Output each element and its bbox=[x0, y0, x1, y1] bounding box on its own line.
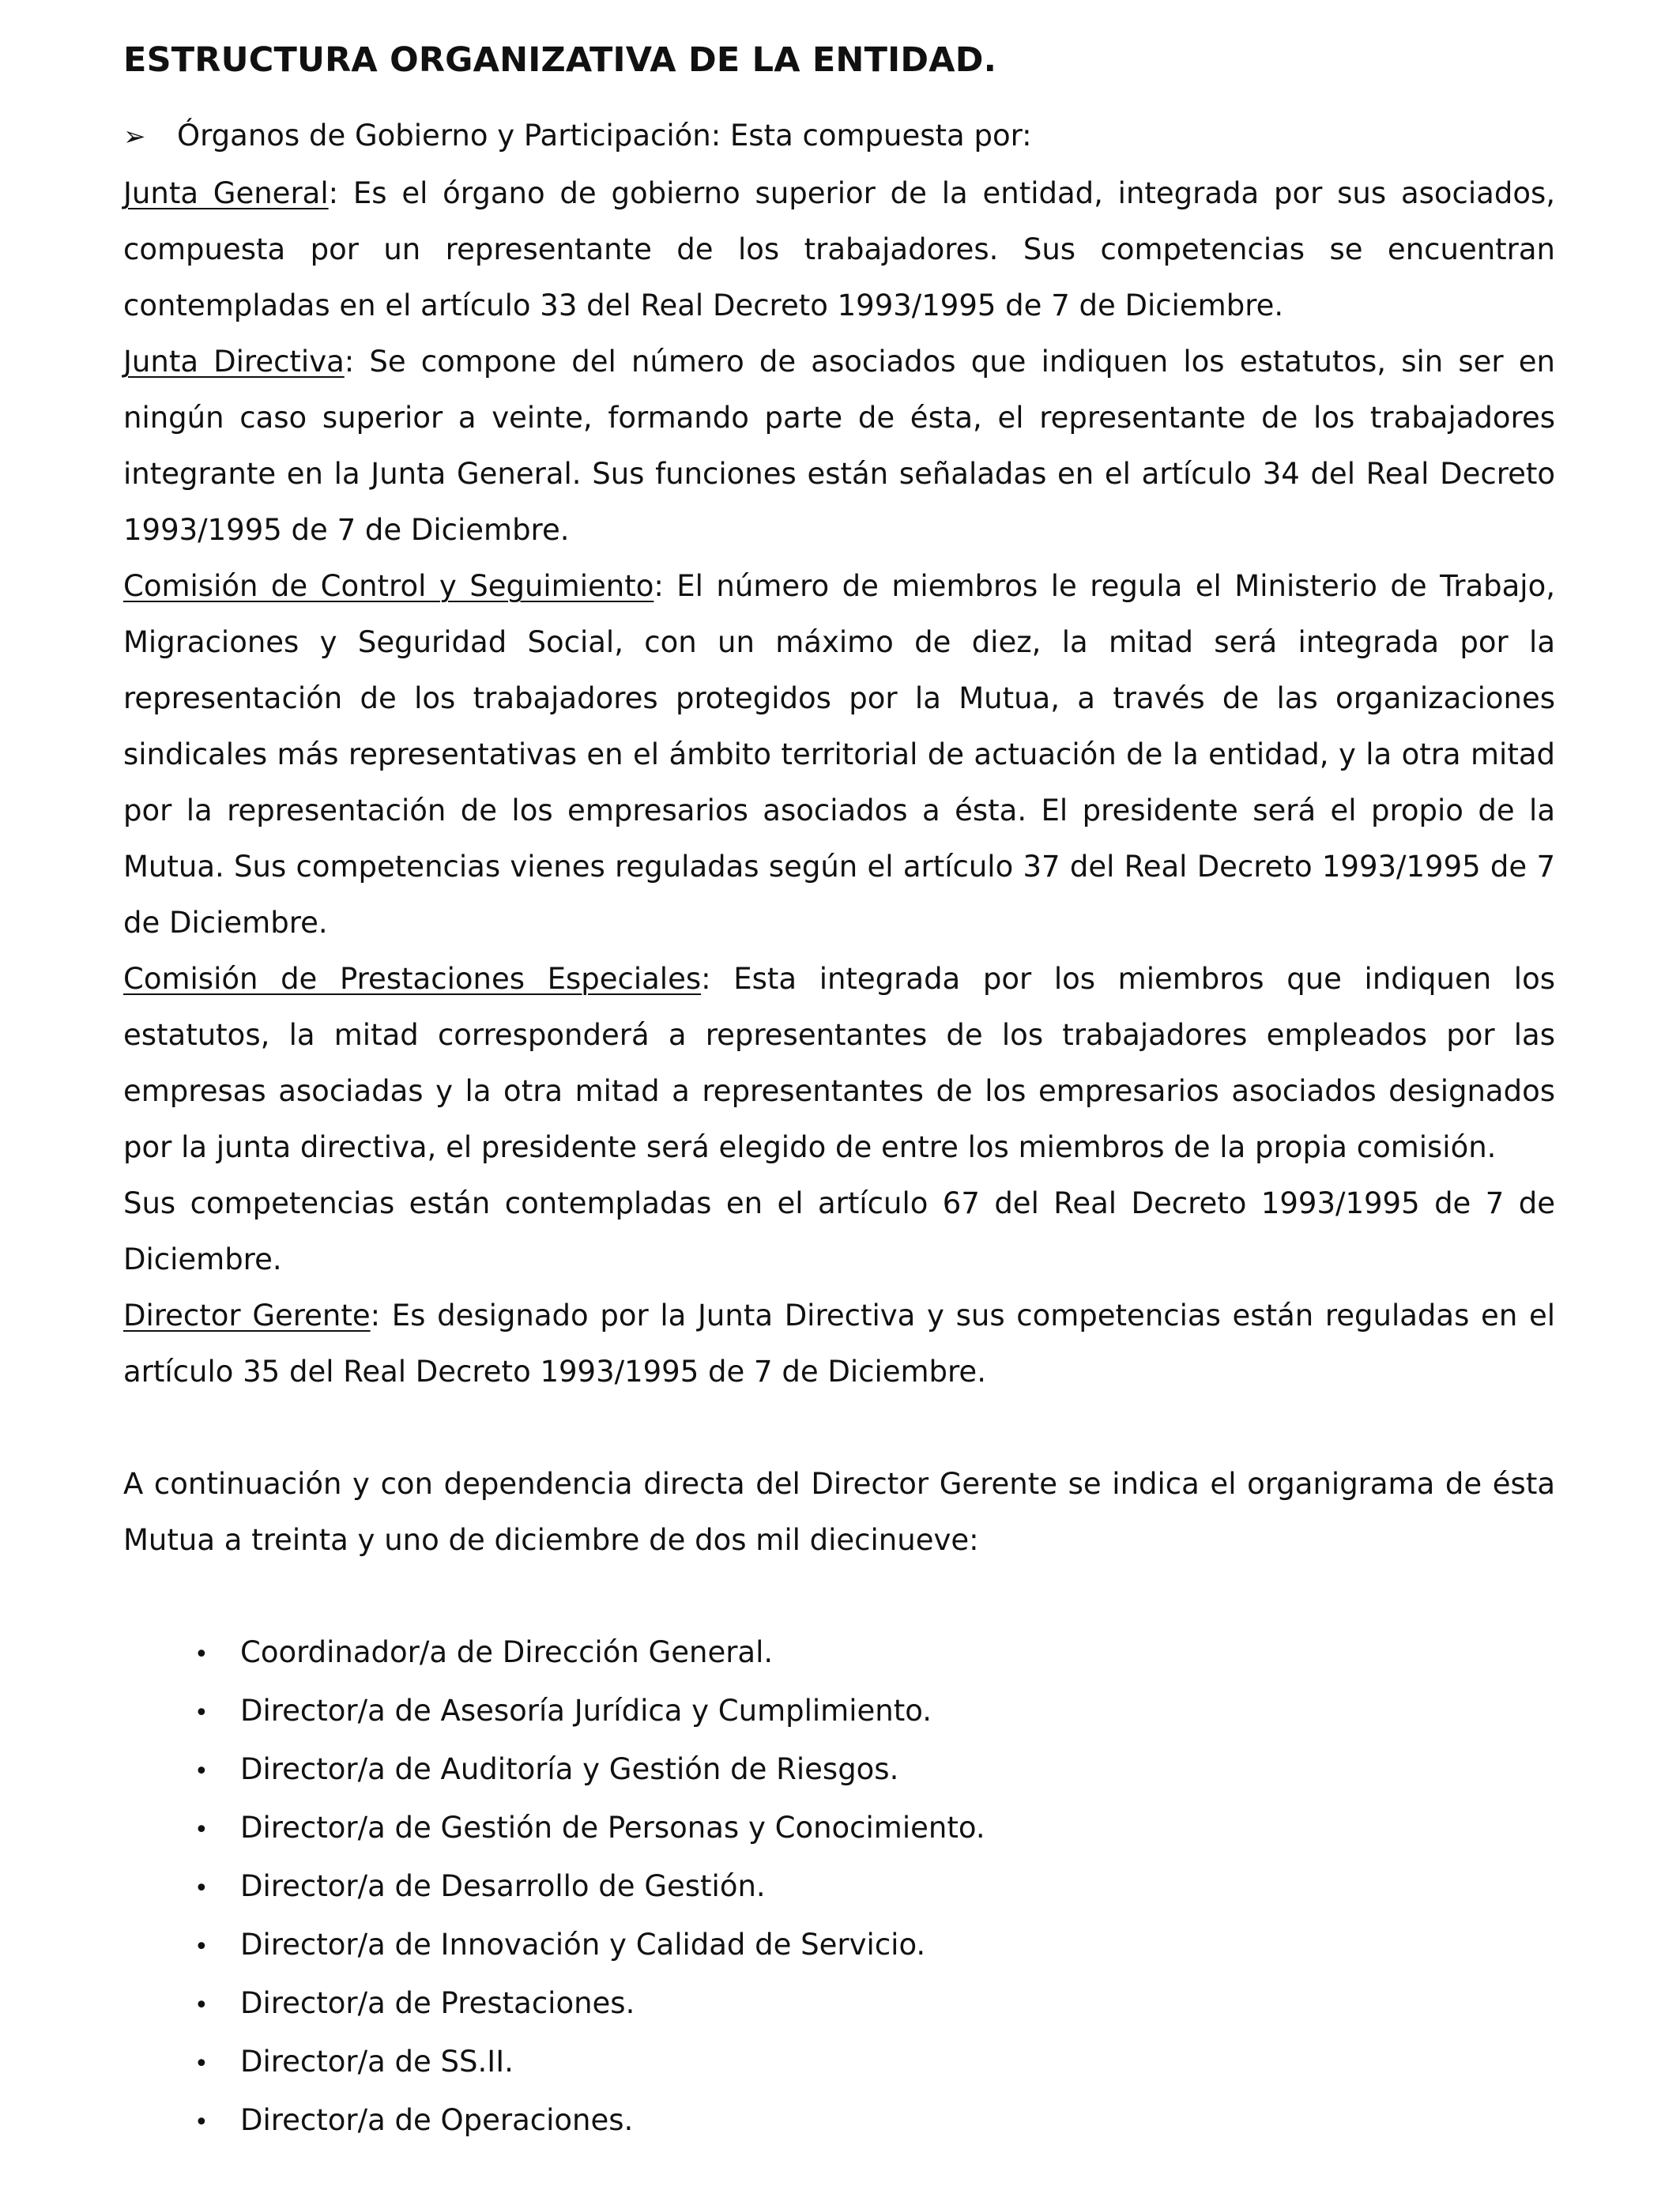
bullet-icon: • bbox=[194, 1641, 209, 1668]
bullet-icon: • bbox=[194, 1816, 209, 1844]
list-item: • Director/a de Innovación y Calidad de Servicio. bbox=[240, 1917, 1555, 1975]
bullet-icon: • bbox=[194, 2109, 209, 2136]
section-junta-general bbox=[123, 165, 1555, 334]
paragraph-gap bbox=[123, 1400, 1555, 1456]
text-comision-prestaciones: : Esta integrada por los miembros que indiquen los estatutos, la mitad corresponderá a representantes de los trabajadores empleados por las empresas asociadas y la otra mitad a representantes de los empresarios asociados designados por la junta directiva, el presidente será elegido de entre los miembros de la propia comisión. bbox=[123, 962, 1556, 1164]
section-comision-prestaciones bbox=[123, 951, 1555, 1175]
bullet-icon: • bbox=[194, 2050, 209, 2078]
text-director-gerente: : Es designado por la Junta Directiva y sus competencias están reguladas en el artículo 35 del Real Decreto 1993/1995 de 7 de Diciembre. bbox=[123, 1299, 1555, 1389]
bullet-icon: • bbox=[194, 1933, 209, 1961]
term-junta-general: Junta General bbox=[123, 176, 329, 210]
bullet-icon: • bbox=[194, 1992, 209, 2019]
bullet-icon: • bbox=[194, 1758, 209, 1785]
continuation-paragraph: A continuación y con dependencia directa del Director Gerente se indica el organigrama de ésta Mutua a treinta y uno de diciembre de dos mil diecinueve: bbox=[123, 1467, 1555, 1557]
term-comision-prestaciones: Comisión de Prestaciones Especiales bbox=[123, 962, 702, 996]
arrow-bullet-icon: ➢ bbox=[123, 121, 146, 153]
intro-text: Órganos de Gobierno y Participación: Esta compuesta por: bbox=[177, 119, 1032, 153]
organigram-list bbox=[123, 1624, 1555, 2151]
bullet-icon: • bbox=[194, 1875, 209, 1902]
document-title: ESTRUCTURA ORGANIZATIVA DE LA ENTIDAD. bbox=[123, 40, 997, 80]
competencias-note: Sus competencias están contempladas en el artículo 67 del Real Decreto 1993/1995 de 7 de Diciembre. bbox=[123, 1186, 1555, 1276]
section-junta-directiva bbox=[123, 334, 1555, 558]
section-comision-control bbox=[123, 558, 1555, 951]
list-item: • Director/a de Auditoría y Gestión de Riesgos. bbox=[240, 1741, 1555, 1800]
list-item: • Director/a de Gestión de Personas y Conocimiento. bbox=[240, 1800, 1555, 1858]
list-item: • Director/a de Desarrollo de Gestión. bbox=[240, 1858, 1555, 1917]
list-item: • Director/a de Prestaciones. bbox=[240, 1975, 1555, 2034]
term-junta-directiva: Junta Directiva bbox=[123, 345, 345, 379]
document-page bbox=[123, 32, 1555, 2151]
text-junta-directiva: : Se compone del número de asociados que indiquen los estatutos, sin ser en ningún caso superior a veinte, formando parte de ésta, el representante de los trabajadores integrante en la Junta General. Sus funciones están señaladas en el artículo 34 del Real Decreto 1993/1995 de 7 de Diciembre. bbox=[123, 345, 1555, 547]
term-comision-control: Comisión de Control y Seguimiento bbox=[123, 569, 654, 603]
term-director-gerente: Director Gerente bbox=[123, 1299, 371, 1333]
list-item: • Coordinador/a de Dirección General. bbox=[240, 1624, 1555, 1683]
list-item: • Director/a de SS.II. bbox=[240, 2034, 1555, 2092]
section-director-gerente bbox=[123, 1287, 1555, 1400]
list-item: • Director/a de Operaciones. bbox=[240, 2092, 1555, 2151]
list-item: • Director/a de Asesoría Jurídica y Cumplimiento. bbox=[240, 1683, 1555, 1741]
intro-line bbox=[123, 107, 1555, 165]
text-comision-control: : El número de miembros le regula el Ministerio de Trabajo, Migraciones y Seguridad Social, con un máximo de diez, la mitad será integrada por la representación de los trabajadores protegidos por la Mutua, a través de las organizaciones sindicales más representativas en el ámbito territorial de actuación de la entidad, y la otra mitad por la representación de los empresarios asociados a ésta. El presidente será el propio de la Mutua. Sus competencias vienes reguladas según el artículo 37 del Real Decreto 1993/1995 de 7 de Diciembre. bbox=[123, 569, 1555, 940]
paragraph-gap bbox=[123, 1568, 1555, 1624]
bullet-icon: • bbox=[194, 1699, 209, 1727]
text-junta-general: : Es el órgano de gobierno superior de la entidad, integrada por sus asociados, compuesta por un representante de los trabajadores. Sus competencias se encuentran contempladas en el artículo 33 del Real Decreto 1993/1995 de 7 de Diciembre. bbox=[123, 176, 1555, 322]
